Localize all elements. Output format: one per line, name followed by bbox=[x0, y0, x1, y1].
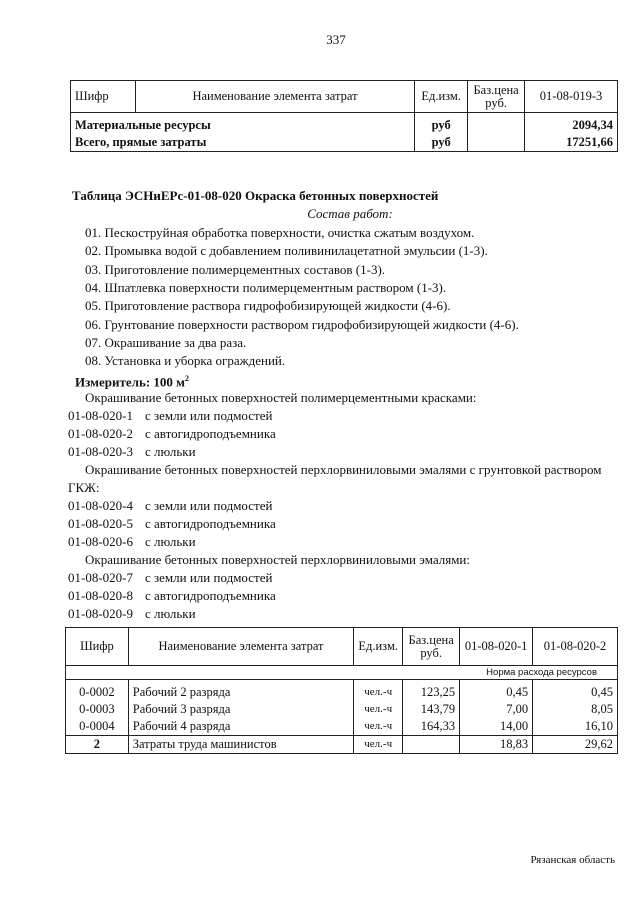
rate-description: с автогидроподъемника bbox=[145, 588, 276, 603]
header-unit: Ед.изм. bbox=[354, 628, 403, 666]
cell-unit: чел.-ч bbox=[354, 680, 403, 702]
cell-col-2: 16,10 bbox=[533, 718, 618, 736]
cell-code: 0-0003 bbox=[66, 701, 129, 718]
measure-label: Измеритель: 100 $м^2$ bbox=[75, 374, 190, 390]
group-heading: Окрашивание бетонных поверхностей перхлорвиниловыми эмалями: bbox=[85, 552, 470, 567]
cell-name: Затраты труда машинистов bbox=[128, 736, 353, 754]
row-unit: руб bbox=[415, 113, 468, 135]
cell-price bbox=[403, 736, 460, 754]
cell-unit: чел.-ч bbox=[354, 701, 403, 718]
table-row bbox=[71, 134, 618, 152]
cell-code: 0-0004 bbox=[66, 718, 129, 736]
norm-subheader: Норма расхода ресурсов bbox=[486, 667, 597, 678]
cell-col-1: 18,83 bbox=[460, 736, 533, 754]
rate-description: с земли или подмостей bbox=[145, 570, 273, 585]
header-unit: Ед.изм. bbox=[415, 81, 468, 113]
row-name: Материальные ресурсы bbox=[75, 118, 211, 132]
rate-description: с автогидроподъемника bbox=[145, 516, 276, 531]
rate-description: с люльки bbox=[145, 606, 196, 621]
group-heading: Окрашивание бетонных поверхностей перхлорвиниловыми эмалями с грунтовкой раствором bbox=[85, 462, 602, 477]
cell-col-2: 8,05 bbox=[533, 701, 618, 718]
cell-name: Рабочий 3 разряда bbox=[128, 701, 353, 718]
work-item: 05. Приготовление раствора гидрофобизирующей жидкости (4-6). bbox=[85, 298, 451, 314]
cell-unit: чел.-ч bbox=[354, 736, 403, 754]
cell-code: 2 bbox=[66, 736, 129, 754]
table-2 bbox=[65, 627, 618, 754]
row-value: 2094,34 bbox=[525, 113, 618, 135]
cell-col-2: 29,62 bbox=[533, 736, 618, 754]
table-1 bbox=[70, 80, 618, 152]
rate-code: 01-08-020-9 bbox=[68, 606, 133, 621]
rate-code: 01-08-020-1 bbox=[68, 408, 133, 423]
cell-name: Рабочий 2 разряда bbox=[128, 680, 353, 702]
table-header bbox=[71, 81, 618, 113]
table-row bbox=[71, 113, 618, 135]
row-name: Всего, прямые затраты bbox=[75, 135, 207, 149]
cell-unit: чел.-ч bbox=[354, 718, 403, 736]
cell-price: 164,33 bbox=[403, 718, 460, 736]
rate-code: 01-08-020-6 bbox=[68, 534, 133, 549]
row-unit: руб bbox=[415, 134, 468, 152]
rate-code: 01-08-020-3 bbox=[68, 444, 133, 459]
header-code-col: 01-08-019-3 bbox=[525, 81, 618, 113]
header-code: Шифр bbox=[71, 81, 136, 113]
rate-code: 01-08-020-4 bbox=[68, 498, 133, 513]
header-code: Шифр bbox=[66, 628, 129, 666]
work-item: 02. Промывка водой с добавлением поливинилацетатной эмульсии (1-3). bbox=[85, 243, 488, 259]
cell-col-1: 0,45 bbox=[460, 680, 533, 702]
composition-label: Состав работ: bbox=[307, 206, 393, 221]
rate-description: с автогидроподъемника bbox=[145, 426, 276, 441]
header-price: Баз.цена руб. bbox=[468, 81, 525, 113]
rate-code: 01-08-020-2 bbox=[68, 426, 133, 441]
rate-code: 01-08-020-5 bbox=[68, 516, 133, 531]
cell-price: 123,25 bbox=[403, 680, 460, 702]
header-name: Наименование элемента затрат bbox=[135, 81, 414, 113]
work-item: 03. Приготовление полимерцементных составов (1-3). bbox=[85, 261, 386, 277]
work-item: 07. Окрашивание за два раза. bbox=[85, 334, 247, 350]
table-row bbox=[66, 680, 618, 702]
header-price: Баз.цена руб. bbox=[403, 628, 460, 666]
cell-price: 143,79 bbox=[403, 701, 460, 718]
table-row bbox=[66, 701, 618, 718]
cell-col-1: 14,00 bbox=[460, 718, 533, 736]
cell-col-1: 7,00 bbox=[460, 701, 533, 718]
group-heading: Окрашивание бетонных поверхностей полимерцементными красками: bbox=[85, 390, 477, 405]
rate-description: с люльки bbox=[145, 444, 196, 459]
cell-code: 0-0002 bbox=[66, 680, 129, 702]
rate-code: 01-08-020-8 bbox=[68, 588, 133, 603]
rate-description: с земли или подмостей bbox=[145, 408, 273, 423]
header-name: Наименование элемента затрат bbox=[128, 628, 353, 666]
rate-code: 01-08-020-7 bbox=[68, 570, 133, 585]
rate-description: с люльки bbox=[145, 534, 196, 549]
header-col-2: 01-08-020-2 bbox=[533, 628, 618, 666]
work-item: 01. Пескоструйная обработка поверхности, очистка сжатым воздухом. bbox=[85, 225, 475, 240]
header-col-1: 01-08-020-1 bbox=[460, 628, 533, 666]
work-item: 08. Установка и уборка ограждений. bbox=[85, 353, 286, 369]
footer-region: Рязанская область bbox=[530, 854, 615, 866]
cell-name: Рабочий 4 разряда bbox=[128, 718, 353, 736]
work-item: 06. Грунтование поверхности раствором гидрофобизирующей жидкости (4-6). bbox=[85, 316, 519, 332]
table-header bbox=[66, 628, 618, 666]
cell-col-2: 0,45 bbox=[533, 680, 618, 702]
page-number: 337 bbox=[326, 32, 346, 47]
table-row bbox=[66, 736, 618, 754]
table-row bbox=[66, 718, 618, 736]
row-value: 17251,66 bbox=[525, 134, 618, 152]
group-heading-cont: ГКЖ: bbox=[68, 480, 100, 495]
rate-description: с земли или подмостей bbox=[145, 498, 273, 513]
section-title: Таблица ЭСНиЕРс-01-08-020 Окраска бетонных поверхностей bbox=[72, 188, 439, 203]
work-item: 04. Шпатлевка поверхности полимерцементным раствором (1-3). bbox=[85, 279, 447, 295]
